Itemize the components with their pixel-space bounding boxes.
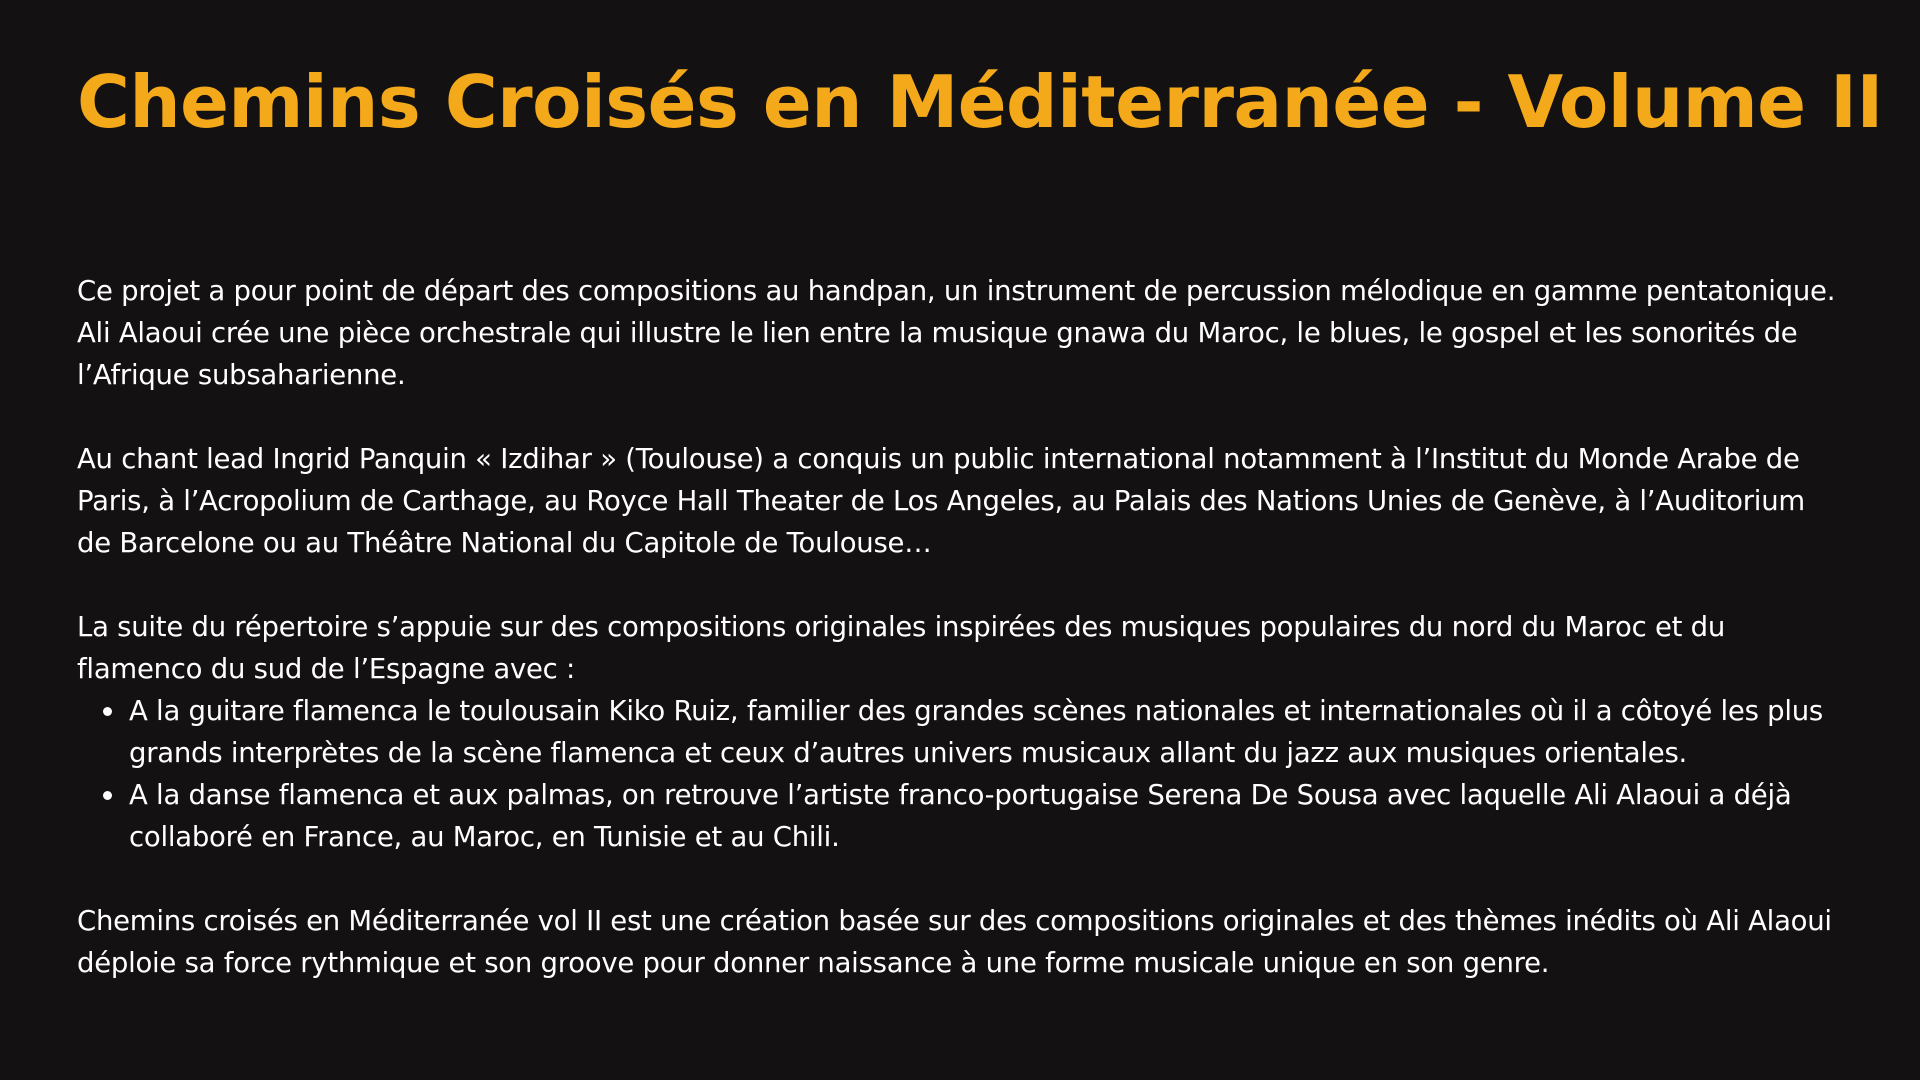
page-title: Chemins Croisés en Méditerranée - Volume II	[77, 60, 1883, 144]
list-item-dance: A la danse flamenca et aux palmas, on retrouve l’artiste franco-portugaise Serena De Sousa avec laquelle Ali Alaoui a déjà collaboré en France, au Maroc, en Tunisie et au Chili.	[129, 774, 1837, 858]
repertoire-paragraph: La suite du répertoire s’appuie sur des compositions originales inspirées des musiques populaires du nord du Maroc et du flamenco du sud de l’Espagne avec :	[77, 611, 1726, 685]
intro-paragraph: Ce projet a pour point de départ des compositions au handpan, un instrument de percussion mélodique en gamme pentatonique. Ali Alaoui crée une pièce orchestrale qui illustre le lien entre la musique gnawa du Maroc, le blues, le gospel et les sonorités de l’Afrique subsaharienne.	[77, 275, 1836, 391]
paragraph-spacer	[77, 564, 1837, 606]
document-body	[77, 270, 1837, 984]
paragraph-spacer	[77, 858, 1837, 900]
conclusion-paragraph: Chemins croisés en Méditerranée vol II est une création basée sur des compositions originales et des thèmes inédits où Ali Alaoui déploie sa force rythmique et son groove pour donner naissance à une forme musicale unique en son genre.	[77, 905, 1832, 979]
list-item-guitar: A la guitare flamenca le toulousain Kiko Ruiz, familier des grandes scènes nationales et internationales où il a côtoyé les plus grands interprètes de la scène flamenca et ceux d’autres univers musicaux allant du jazz aux musiques orientales.	[129, 690, 1837, 774]
musicians-list	[77, 690, 1837, 858]
paragraph-spacer	[77, 396, 1837, 438]
singer-paragraph: Au chant lead Ingrid Panquin « Izdihar » (Toulouse) a conquis un public international notamment à l’Institut du Monde Arabe de Paris, à l’Acropolium de Carthage, au Royce Hall Theater de Los Angeles, au Palais des Nations Unies de Genève, à l’Auditorium de Barcelone ou au Théâtre National du Capitole de Toulouse…	[77, 443, 1805, 559]
